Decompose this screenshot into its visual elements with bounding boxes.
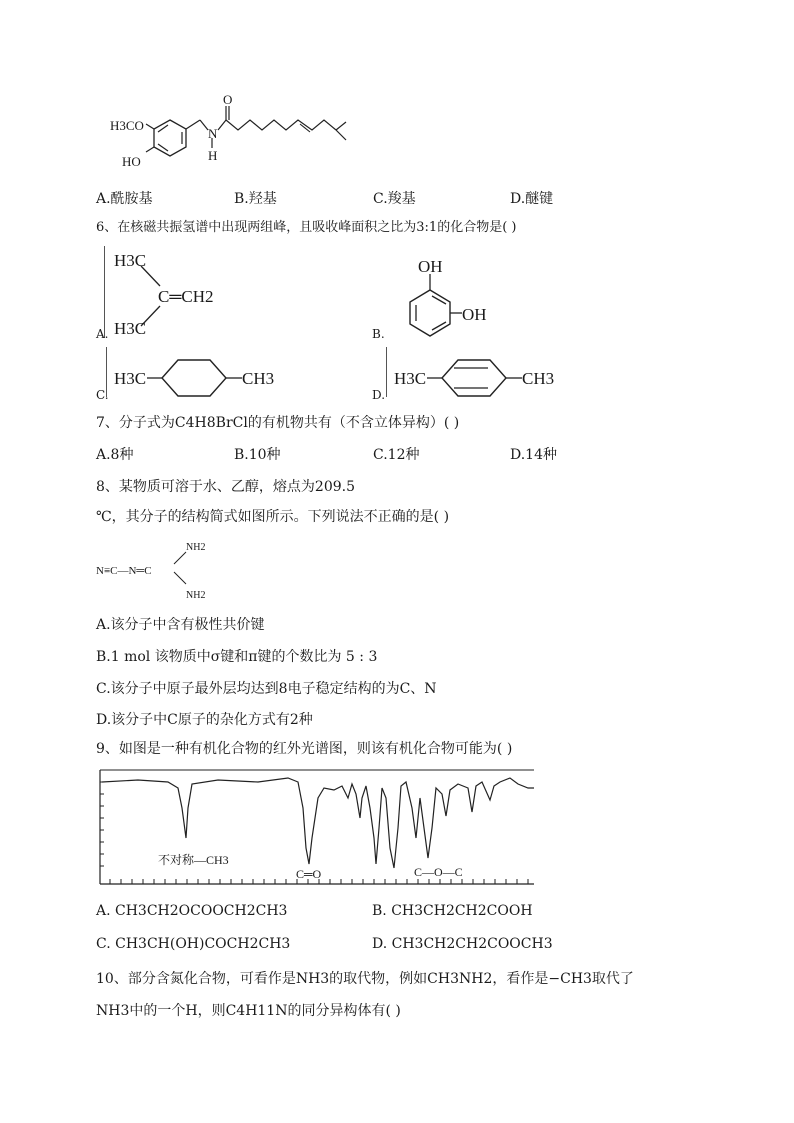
q5-n-label: N <box>208 126 218 141</box>
q6-c-left: H3C <box>114 369 147 388</box>
q9-stem: 9、如图是一种有机化合物的红外光谱图，则该有机化合物可能为( ) <box>96 741 513 757</box>
q6-d-bracket <box>386 347 387 397</box>
q8-option-b: B.1 mol 该物质中σ键和π键的个数比为 5 : 3 <box>96 649 378 665</box>
q8-nh2-bottom: NH2 <box>186 590 206 601</box>
q5-option-a: A.酰胺基 <box>96 191 153 207</box>
q8-nh2-top: NH2 <box>186 542 206 553</box>
q9-label-ch3: 不对称—CH3 <box>158 853 229 867</box>
q7-option-c: C.12种 <box>373 447 420 463</box>
q9-option-c: C. CH3CH(OH)COCH2CH3 <box>96 936 291 952</box>
q6-b-structure <box>380 254 520 344</box>
q5-o-label: O <box>223 92 233 107</box>
q8-struct-left: N≡C—N═C <box>96 565 152 577</box>
q5-h-label: H <box>208 148 218 163</box>
q9-label-co: C═O <box>296 867 322 881</box>
q6-label-d: D. <box>372 388 386 402</box>
q5-structure <box>100 92 360 182</box>
q7-stem-suffix: 的有机物共有（不含立体异构）( ) <box>247 415 460 431</box>
q6-a-ch3-top: H3C <box>114 251 147 270</box>
q9-label-coc: C—O—C <box>414 865 463 879</box>
q6-d-left: H3C <box>394 369 427 388</box>
q9-option-b: B. CH3CH2CH2COOH <box>372 903 533 919</box>
q8-stem-line2: ℃，其分子的结构简式如图所示。下列说法不正确的是( ) <box>96 509 450 525</box>
q6-label-a: A. <box>96 327 109 341</box>
q5-option-c: C.羧基 <box>373 191 416 207</box>
q6-d-structure <box>390 350 570 402</box>
q7-option-d: D.14种 <box>510 447 557 463</box>
q6-label-b: B. <box>372 327 385 341</box>
q7-option-a: A.8种 <box>96 447 134 463</box>
q6-a-ceq: C═CH2 <box>158 287 214 306</box>
q7-stem-prefix: 7、分子式为 <box>96 415 175 431</box>
q10-line1: 10、部分含氮化合物，可看作是NH3的取代物，例如CH3NH2，看作是−CH3取代了 <box>96 971 634 987</box>
q5-h3co-label: H3CO <box>110 118 144 133</box>
q9-ir-spectrum <box>98 768 538 888</box>
q8-structure <box>94 536 234 604</box>
q6-b-oh2: OH <box>462 305 487 324</box>
q6-a-structure <box>108 248 248 340</box>
q8-option-c: C.该分子中原子最外层均达到8电子稳定结构的为C、N <box>96 681 437 697</box>
q6-b-oh1: OH <box>418 257 443 276</box>
q7-stem <box>96 414 459 432</box>
q5-option-b: B.羟基 <box>234 191 277 207</box>
q8-option-d: D.该分子中C原子的杂化方式有2种 <box>96 712 313 728</box>
q6-d-right: CH3 <box>522 369 555 388</box>
q5-ho-label: HO <box>122 154 141 169</box>
q6-a-ch3-bottom: H3C <box>114 319 147 338</box>
q9-option-d: D. CH3CH2CH2COOCH3 <box>372 936 553 952</box>
q7-formula: C4H8BrCl <box>174 415 248 431</box>
q10-line2: NH3中的一个H，则C4H11N的同分异构体有( ) <box>96 1003 401 1019</box>
q5-option-d: D.醚键 <box>510 191 554 207</box>
q6-c-right: CH3 <box>242 369 275 388</box>
q8-option-a: A.该分子中含有极性共价键 <box>96 617 265 633</box>
q9-option-a: A. CH3CH2OCOOCH2CH3 <box>96 903 288 919</box>
q6-label-c: C. <box>96 388 109 402</box>
q8-stem-line1: 8、某物质可溶于水、乙醇，熔点为209.5 <box>96 479 355 495</box>
q7-option-b: B.10种 <box>234 447 281 463</box>
q6-stem: 6、在核磁共振氢谱中出现两组峰，且吸收峰面积之比为3:1的化合物是( ) <box>96 220 517 235</box>
q6-c-structure <box>110 350 290 402</box>
